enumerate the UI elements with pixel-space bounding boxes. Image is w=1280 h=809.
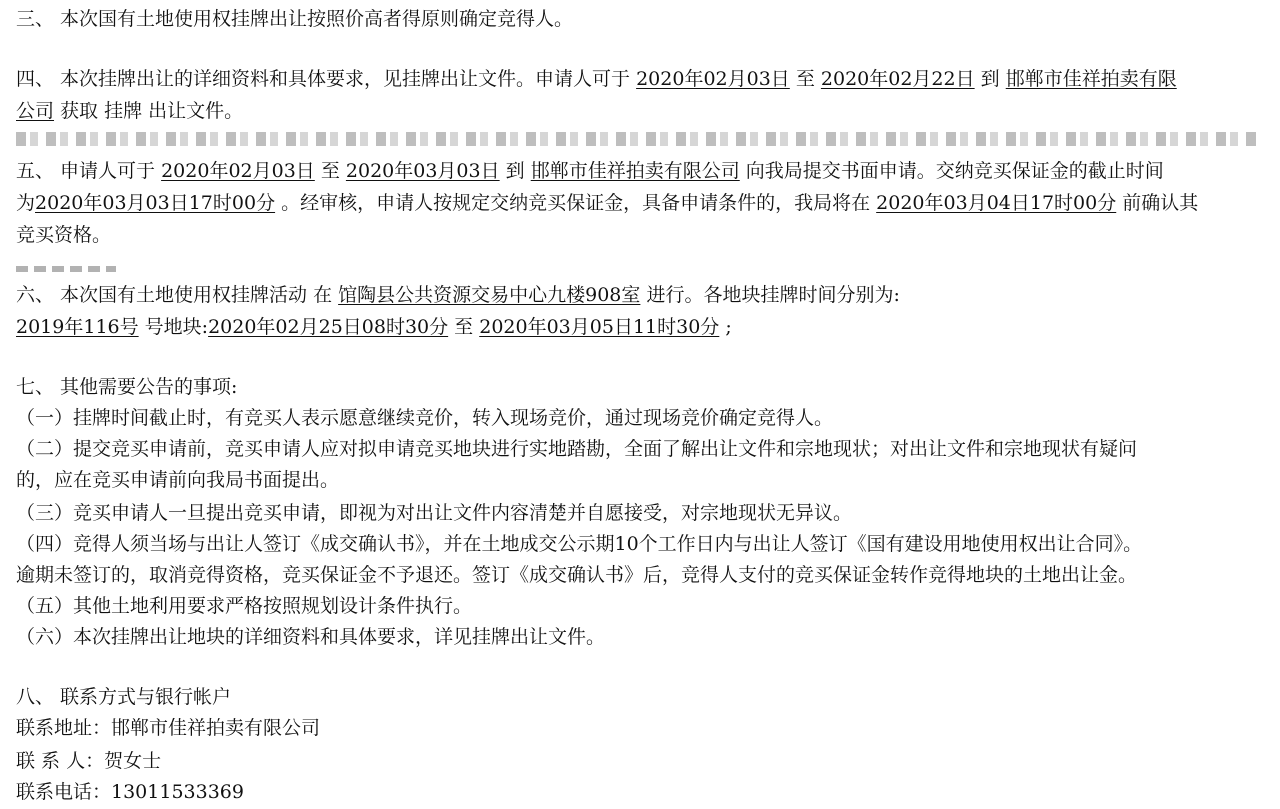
section-5-text-cont: 向我局提交书面申请。交纳竞买保证金的截止时间 xyxy=(739,160,1164,182)
section-7-item-2-line-1 xyxy=(16,434,1137,464)
section-5-text-end: 前确认其 xyxy=(1116,192,1199,214)
section-7-item-5 xyxy=(16,591,472,621)
section-7-heading: 七、 其他需要公告的事项: xyxy=(16,376,238,398)
listing-end: 2020年03月05日11时30分 xyxy=(479,316,720,338)
section-7-title xyxy=(16,372,237,402)
contact-phone-text: 联系电话：13011533369 xyxy=(16,781,244,803)
date-start: 2020年02月03日 xyxy=(636,68,790,90)
venue: 馆陶县公共资源交易中心九楼908室 xyxy=(338,284,641,306)
section-6-line-2 xyxy=(16,312,732,342)
section-4-line-1 xyxy=(16,64,1177,94)
item-text: （一）挂牌时间截止时，有竞买人表示愿意继续竞价，转入现场竞价，通过现场竞价确定竞得人。 xyxy=(16,407,834,429)
section-4-text-cont: 获取 挂牌 出让文件。 xyxy=(54,100,244,122)
section-7-item-6 xyxy=(16,622,605,652)
connector-text: 到 xyxy=(499,160,531,182)
item-text: （二）提交竞买申请前，竞买申请人应对拟申请竞买地块进行实地踏勘，全面了解出让文件和宗地现状；对出让文件和宗地现状有疑问 xyxy=(16,438,1138,460)
section-6-line-1 xyxy=(16,280,900,310)
section-6-text: 六、 本次国有土地使用权挂牌活动 在 xyxy=(16,284,339,306)
date-start: 2020年02月03日 xyxy=(161,160,315,182)
section-5-line-2 xyxy=(16,188,1198,218)
item-text: （三）竞买申请人一旦提出竞买申请，即视为对出让文件内容清楚并自愿接受，对宗地现状无异议。 xyxy=(16,502,853,524)
section-5-line-3 xyxy=(16,220,111,250)
connector-text: 至 xyxy=(314,160,346,182)
section-6-text-cont: 进行。各地块挂牌时间分别为: xyxy=(640,284,900,306)
connector-text: 到 xyxy=(974,68,1006,90)
punctuation: ; xyxy=(719,316,732,338)
section-7-item-4-line-2 xyxy=(16,560,1137,590)
contact-phone xyxy=(16,777,244,807)
date-end: 2020年03月03日 xyxy=(345,160,500,182)
organization-name: 邯郸市佳祥拍卖有限公司 xyxy=(530,160,740,182)
contact-address-text: 联系地址：邯郸市佳祥拍卖有限公司 xyxy=(16,717,321,739)
section-5-text-cont: 。经审核，申请人按规定交纳竞买保证金，具备申请条件的，我局将在 xyxy=(275,192,877,214)
section-5-text: 五、 申请人可于 xyxy=(16,160,162,182)
item-text: （五）其他土地利用要求严格按照规划设计条件执行。 xyxy=(16,595,473,617)
section-5-text: 为 xyxy=(16,192,36,214)
organization-name: 邯郸市佳祥拍卖有限 xyxy=(1005,68,1177,90)
section-8-heading: 八、 联系方式与银行帐户 xyxy=(16,686,232,708)
section-7-item-2-line-2 xyxy=(16,465,339,495)
item-text: 逾期未签订的，取消竞得资格，竞买保证金不予退还。签订《成交确认书》后，竞得人支付的竞买保证金转作竞得地块的土地出让金。 xyxy=(16,564,1138,586)
section-5-text-tail: 竞买资格。 xyxy=(16,224,112,246)
section-3-line xyxy=(16,4,573,34)
connector-text: 至 xyxy=(789,68,821,90)
section-4-line-2 xyxy=(16,96,243,126)
scan-artifact xyxy=(16,266,116,272)
item-text: （四）竞得人须当场与出让人签订《成交确认书》，并在土地成交公示期10个工作日内与出让人签订《国有建设用地使用权出让合同》。 xyxy=(16,533,1143,555)
contact-person xyxy=(16,746,161,776)
deposit-deadline: 2020年03月03日17时00分 xyxy=(35,192,276,214)
section-7-item-4-line-1 xyxy=(16,529,1142,559)
section-5-line-1 xyxy=(16,156,1164,186)
organization-name-cont: 公司 xyxy=(16,100,55,122)
item-text: （六）本次挂牌出让地块的详细资料和具体要求，详见挂牌出让文件。 xyxy=(16,626,606,648)
item-text: 的，应在竞买申请前向我局书面提出。 xyxy=(16,469,340,491)
parcel-label: 号地块: xyxy=(138,316,209,338)
contact-address xyxy=(16,713,320,743)
section-7-item-1 xyxy=(16,403,833,433)
section-4-text: 四、 本次挂牌出让的详细资料和具体要求，见挂牌出让文件。申请人可于 xyxy=(16,68,637,90)
parcel-number: 2019年116号 xyxy=(16,316,139,338)
connector-text: 至 xyxy=(448,316,480,338)
section-3-text: 三、 本次国有土地使用权挂牌出让按照价高者得原则确定竞得人。 xyxy=(16,8,574,30)
contact-person-text: 联 系 人：贺女士 xyxy=(16,750,162,772)
scan-artifact xyxy=(16,132,1256,146)
confirmation-deadline: 2020年03月04日17时00分 xyxy=(876,192,1117,214)
date-end: 2020年02月22日 xyxy=(820,68,975,90)
listing-start: 2020年02月25日08时30分 xyxy=(208,316,449,338)
section-7-item-3 xyxy=(16,498,852,528)
section-8-title xyxy=(16,682,231,712)
